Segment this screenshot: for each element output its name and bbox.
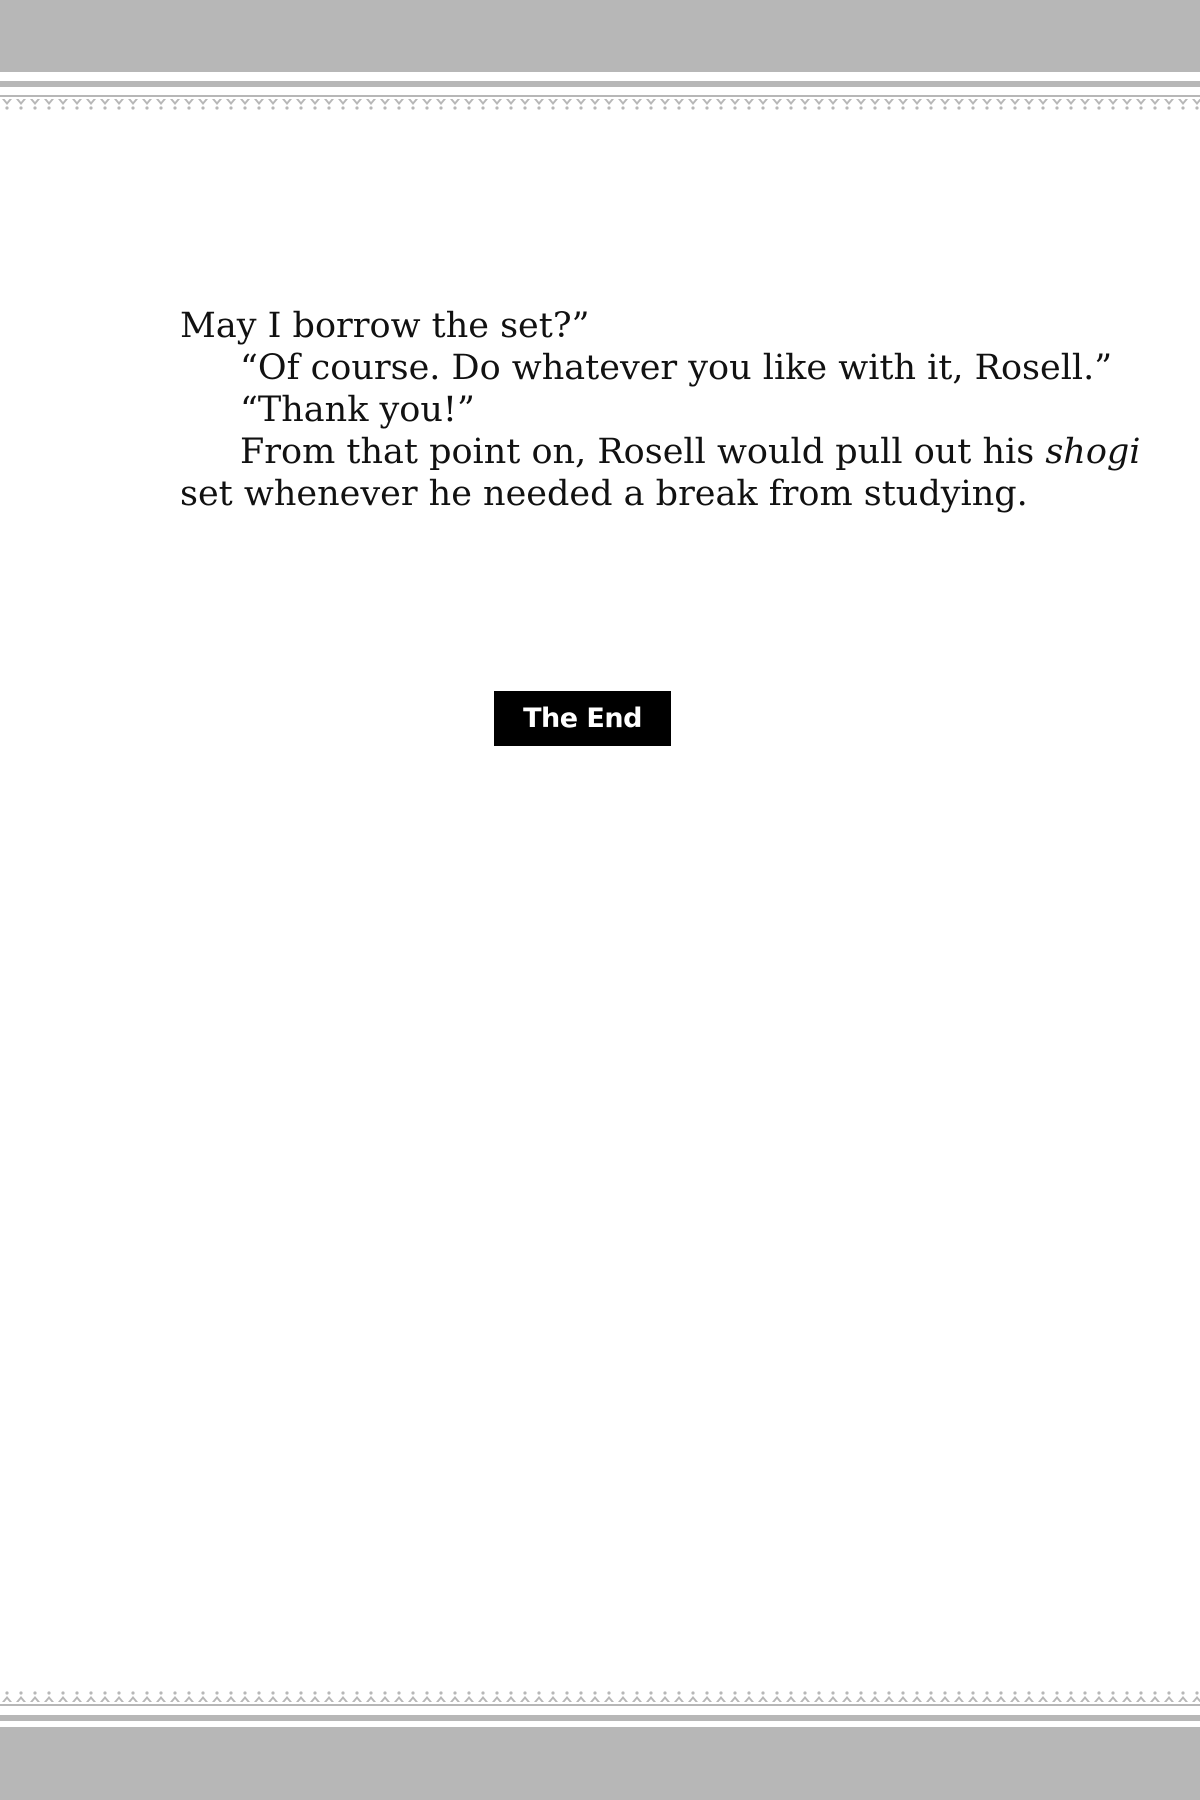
- story-line: [180, 431, 1141, 473]
- story-line: “Thank you!”: [240, 390, 475, 430]
- bottom-divider-line: [0, 1715, 1200, 1721]
- story-line: May I borrow the set?”: [180, 306, 590, 346]
- story-line: “Of course. Do whatever you like with it, Rosell.”: [240, 348, 1113, 388]
- top-gray-band: [0, 0, 1200, 72]
- bottom-gray-band: [0, 1727, 1200, 1800]
- the-end-badge: [494, 691, 671, 746]
- top-ornamental-border: [0, 92, 1200, 112]
- italic-term: shogi: [1045, 432, 1141, 472]
- bottom-ornamental-border: [0, 1689, 1200, 1709]
- story-line-text: From that point on, Rosell would pull out his: [240, 432, 1046, 472]
- story-body: [180, 305, 1141, 515]
- the-end-label: The End: [523, 703, 642, 734]
- story-line: set whenever he needed a break from studying.: [180, 474, 1028, 514]
- top-divider-line: [0, 81, 1200, 87]
